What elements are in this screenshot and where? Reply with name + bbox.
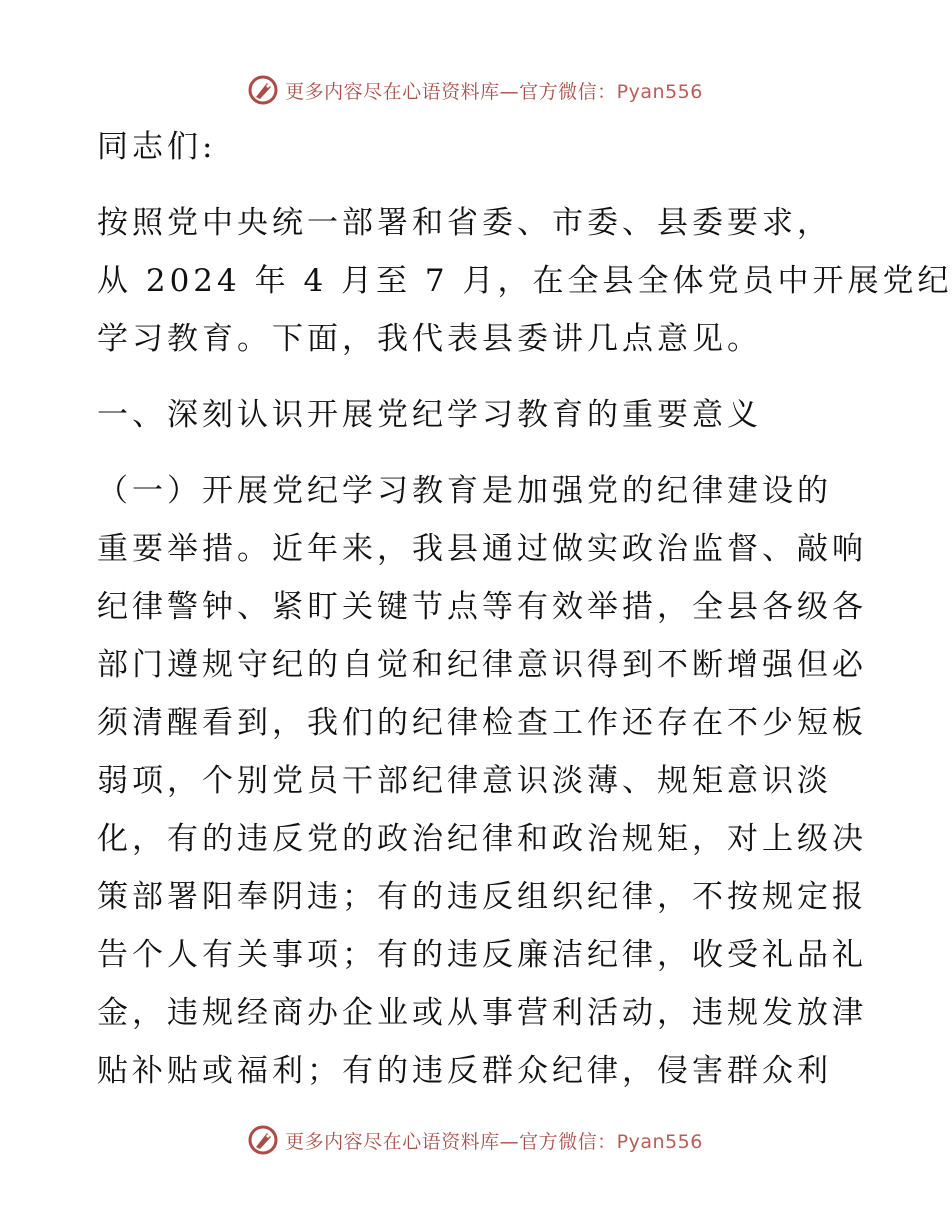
- paragraph-line: 须清醒看到，我们的纪律检查工作还存在不少短板: [97, 705, 867, 741]
- pen-nib-circle-icon: [247, 1124, 279, 1156]
- paragraph-line: （一）开展党纪学习教育是加强党的纪律建设的: [97, 473, 832, 509]
- paragraph-line: 策部署阳奉阴违；有的违反组织纪律，不按规定报: [97, 879, 867, 915]
- paragraph-line: 弱项，个别党员干部纪律意识淡薄、规矩意识淡: [97, 763, 832, 799]
- greeting: 同志们:: [97, 129, 217, 165]
- paragraph-line: 重要举措。近年来，我县通过做实政治监督、敲响: [97, 531, 867, 567]
- paragraph-line: 学习教育。下面，我代表县委讲几点意见。: [97, 321, 762, 357]
- watermark-text: 更多内容尽在心语资料库—官方微信：Pyan556: [285, 80, 703, 103]
- header-watermark: [0, 70, 950, 110]
- paragraph-line: 部门遵规守纪的自觉和纪律意识得到不断增强但必: [97, 647, 867, 683]
- paragraph-line: 化，有的违反党的政治纪律和政治规矩，对上级决: [97, 821, 867, 857]
- paragraph-section-1: [97, 462, 867, 1100]
- paragraph-line: 按照党中央统一部署和省委、市委、县委要求，: [97, 205, 832, 241]
- paragraph-line: 金，违规经商办企业或从事营利活动，违规发放津: [97, 995, 867, 1031]
- paragraph-line: 告个人有关事项；有的违反廉洁纪律，收受礼品礼: [97, 937, 867, 973]
- watermark-text: 更多内容尽在心语资料库—官方微信：Pyan556: [285, 1130, 703, 1153]
- footer-watermark: [0, 1120, 950, 1160]
- paragraph-line: 贴补贴或福利；有的违反群众纪律，侵害群众利: [97, 1053, 832, 1089]
- pen-nib-circle-icon: [247, 74, 279, 106]
- paragraph-intro: [97, 194, 952, 368]
- paragraph-line: 纪律警钟、紧盯关键节点等有效举措，全县各级各: [97, 589, 867, 625]
- document-body: [97, 118, 952, 1100]
- section-heading: 一、深刻认识开展党纪学习教育的重要意义: [97, 397, 762, 433]
- paragraph-line: 从 2024 年 4 月至 7 月，在全县全体党员中开展党纪: [97, 263, 952, 299]
